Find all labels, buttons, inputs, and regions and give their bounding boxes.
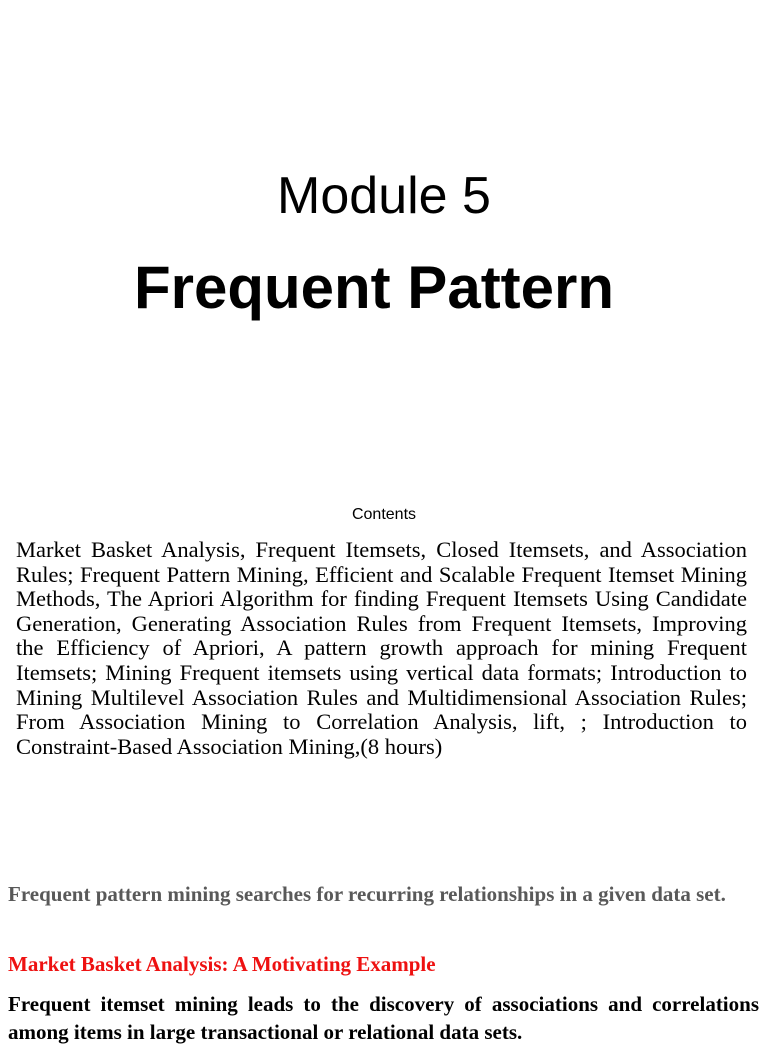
section-heading: Market Basket Analysis: A Motivating Example bbox=[8, 952, 436, 976]
body-paragraph: Frequent itemset mining leads to the discovery of associations and correlations among items in large transactional or relational data sets. bbox=[8, 992, 759, 1044]
contents-body: Market Basket Analysis, Frequent Itemsets, Closed Itemsets, and Association Rules; Frequent Pattern Mining, Efficient and Scalable Frequent Itemset Mining Methods, The Apriori Algorithm for finding Frequent Itemsets Using Candidate Generation, Generating Association Rules from Frequent Itemsets, Improving the Efficiency of Apriori, A pattern growth approach for mining Frequent Itemsets; Mining Frequent itemsets using vertical data formats; Introduction to Mining Multilevel Association Rules and Multidimensional Association Rules; From Association Mining to Correlation Analysis, lift, ; Introduction to Constraint-Based Association Mining,(8 hours) bbox=[16, 537, 747, 759]
contents-heading: Contents bbox=[351, 506, 417, 523]
intro-paragraph: Frequent pattern mining searches for recurring relationships in a given data set. bbox=[8, 882, 726, 906]
module-number: Module 5 bbox=[277, 167, 491, 225]
page-title: Frequent Pattern bbox=[133, 254, 615, 321]
